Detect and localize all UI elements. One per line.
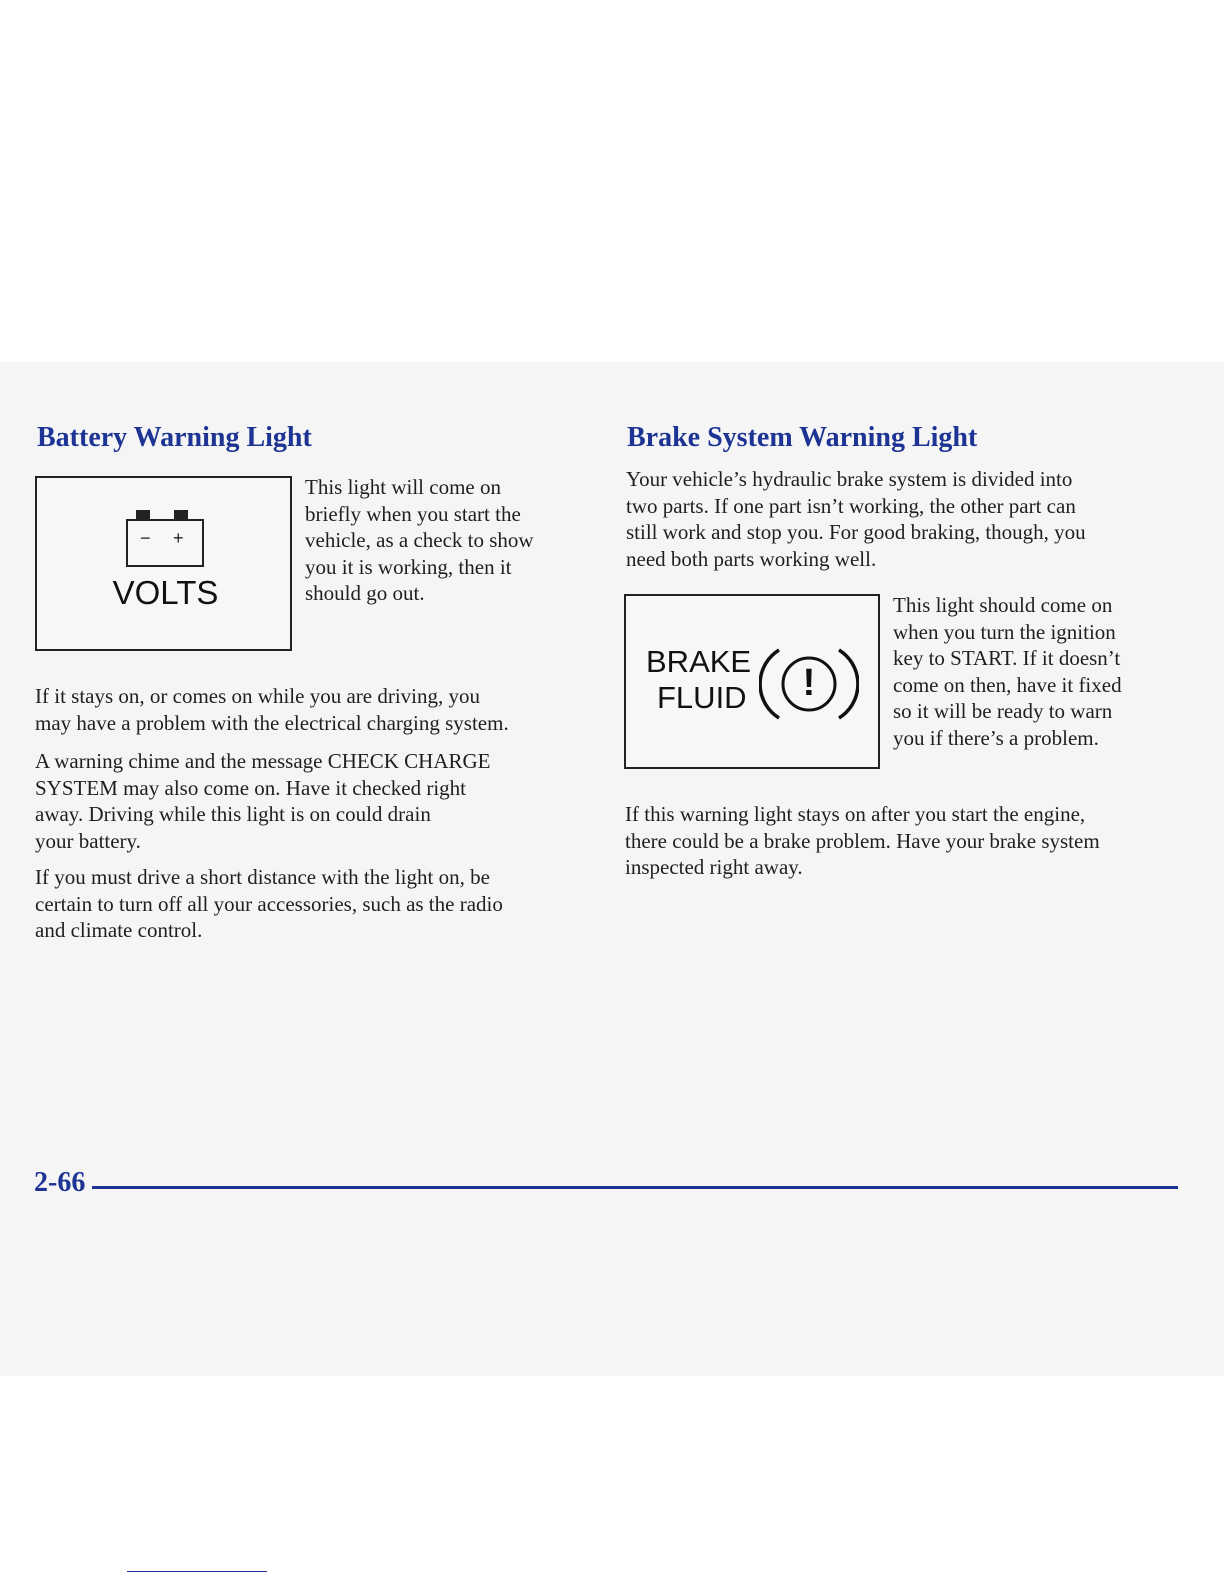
text-line: key to START. If it doesn’t (893, 646, 1121, 670)
text-line: there could be a brake problem. Have your brake system (625, 828, 1100, 853)
text-line: still work and stop you. For good braking, though, you (626, 520, 1086, 544)
text-line: If it stays on, or comes on while you are driving, you (35, 684, 480, 708)
brake-intro (626, 466, 1086, 572)
battery-intro (305, 474, 534, 607)
text-line: If this warning light stays on after you start the engine, (625, 802, 1086, 826)
battery-heading: Battery Warning Light (37, 422, 312, 453)
battery-icon-label: VOLTS (112, 574, 219, 611)
text-line: should go out. (305, 581, 425, 605)
text-line: your battery. (35, 828, 141, 853)
text-line: you if there’s a problem. (893, 725, 1099, 750)
text-line: certain to turn off all your accessories, such as the radio (35, 891, 503, 916)
text-line: Your vehicle’s hydraulic brake system is divided into (626, 467, 1073, 491)
battery-warning-icon-box (35, 476, 292, 651)
brake-icon-exclamation: ! (802, 662, 816, 704)
text-line: so it will be ready to warn (893, 699, 1113, 723)
text-line: need both parts working well. (626, 546, 877, 571)
text-line: This light will come on (305, 475, 501, 499)
battery-minus-sign: − (140, 528, 151, 548)
text-line: and climate control. (35, 918, 203, 942)
brake-icon-label-line1: BRAKE (646, 644, 752, 679)
text-line: come on then, have it fixed (893, 672, 1122, 697)
battery-plus-sign: + (173, 528, 184, 548)
text-line: This light should come on (893, 593, 1113, 617)
battery-paragraph-1 (35, 683, 509, 736)
footer-rule (92, 1186, 1178, 1189)
text-line: away. Driving while this light is on could drain (35, 802, 431, 826)
text-line: when you turn the ignition (893, 619, 1116, 644)
text-line: may have a problem with the electrical charging system. (35, 710, 509, 735)
text-line: two parts. If one part isn’t working, the other part can (626, 493, 1076, 518)
brake-paragraph-1 (625, 801, 1100, 881)
text-line: A warning chime and the message CHECK CHARGE (35, 749, 491, 773)
brake-icon-label-line2: FLUID (657, 680, 747, 715)
brake-warning-icon-box (624, 594, 880, 769)
battery-icon (37, 478, 290, 649)
manual-page (0, 362, 1224, 1376)
text-line: you it is working, then it (305, 554, 512, 579)
text-line: inspected right away. (625, 855, 803, 879)
text-line: vehicle, as a check to show (305, 528, 534, 552)
brake-side-text (893, 592, 1122, 751)
battery-paragraph-2 (35, 748, 491, 854)
battery-paragraph-3 (35, 864, 503, 944)
brake-heading: Brake System Warning Light (627, 422, 978, 453)
text-line: If you must drive a short distance with the light on, be (35, 865, 490, 889)
page-number: 2-66 (34, 1167, 86, 1198)
text-line: SYSTEM may also come on. Have it checked right (35, 775, 466, 800)
text-line: briefly when you start the (305, 501, 521, 526)
bottom-divider (127, 1571, 267, 1572)
